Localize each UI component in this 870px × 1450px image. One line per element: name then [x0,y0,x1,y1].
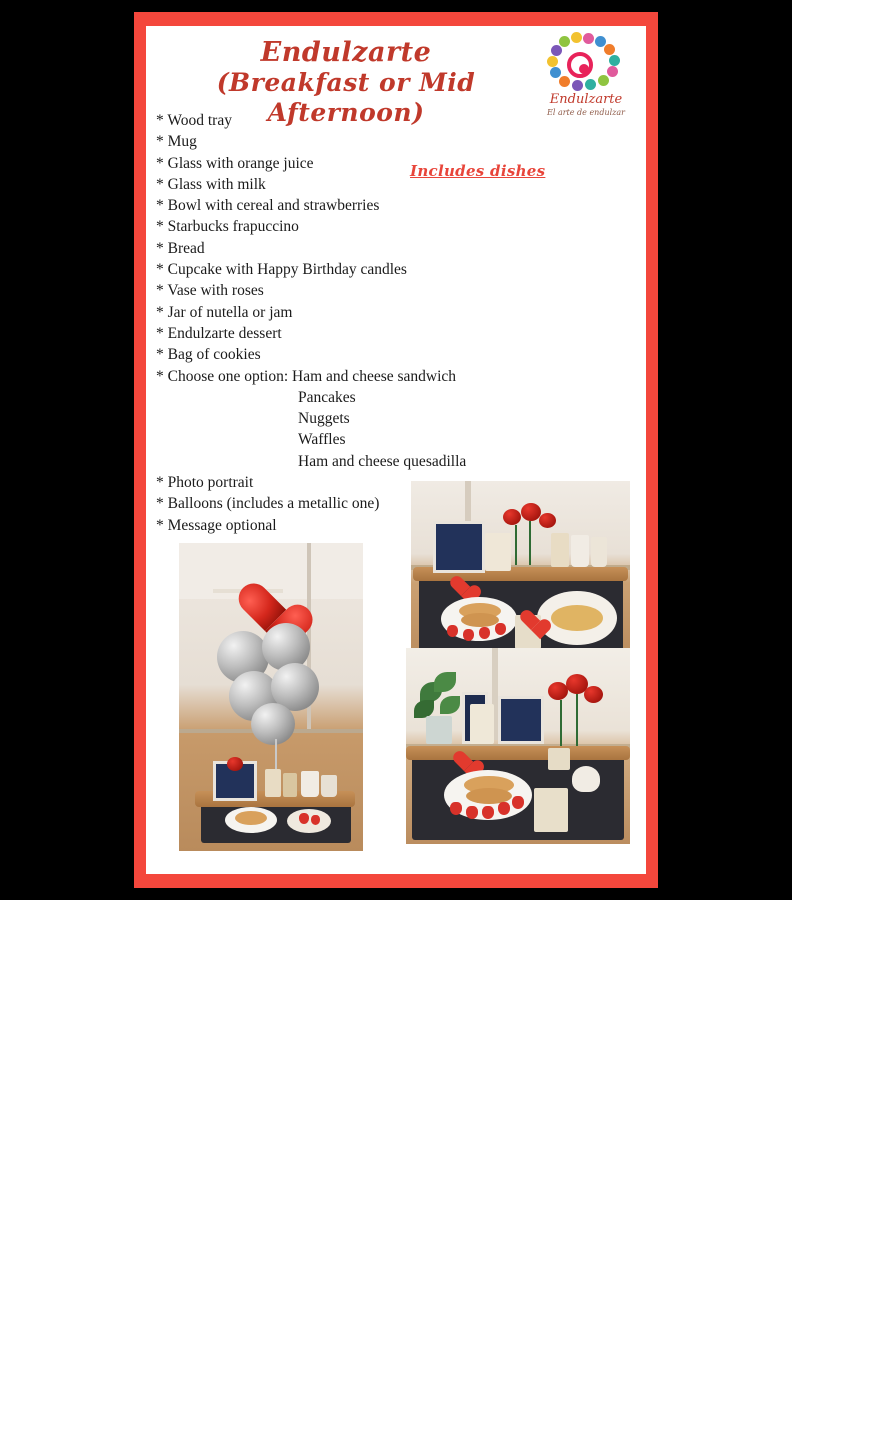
option-item: Waffles [298,431,346,449]
list-item: * Mug [156,133,197,151]
list-item: * Photo portrait [156,474,254,491]
list-item: * Glass with milk [156,175,266,193]
list-item-choose-option: * Choose one option: Ham and cheese sandwich [156,367,457,385]
brand-logo [534,32,638,117]
logo-tagline: El arte de endulzar [547,108,625,117]
list-item: * Starbucks frapuccino [156,218,299,236]
list-item: * Message optional [156,516,277,534]
photo-breakfast-tray-top [411,481,630,663]
list-item: * Jar of nutella or jam [156,303,293,321]
list-item: * Bowl with cereal and strawberries [156,197,380,215]
list-item: * Vase with roses [156,282,264,300]
heart-decoration-icon [449,577,473,599]
photo-balloon-bouquet-tray [179,543,363,851]
option-item: Pancakes [298,388,356,406]
logo-brand-name: Endulzarte [549,92,623,107]
option-item: Ham and cheese quesadilla [298,452,467,470]
list-item: * Wood tray [156,112,232,129]
photo-breakfast-tray-bottom [406,648,842,1449]
watermark-bar [778,1413,870,1418]
list-item: * Bread [156,239,205,257]
list-item: * Glass with orange juice [156,154,314,172]
watermark: menupix [770,1430,842,1449]
flyer-page [146,26,842,1449]
title-line-1: Endulzarte [260,37,432,68]
title-line-2: (Breakfast or Mid Afternoon) [216,68,476,127]
heart-decoration-icon [519,611,543,633]
list-item: * Cupcake with Happy Birthday candles [156,261,407,279]
list-item: * Bag of cookies [156,346,261,364]
includes-dishes-note: Includes dishes [410,162,546,180]
lollipop-candy-icon [545,32,627,94]
list-item: * Balloons (includes a metallic one) [156,495,380,513]
inclusions-list [156,110,516,472]
option-item: Nuggets [298,410,350,428]
list-item: * Endulzarte dessert [156,324,282,342]
